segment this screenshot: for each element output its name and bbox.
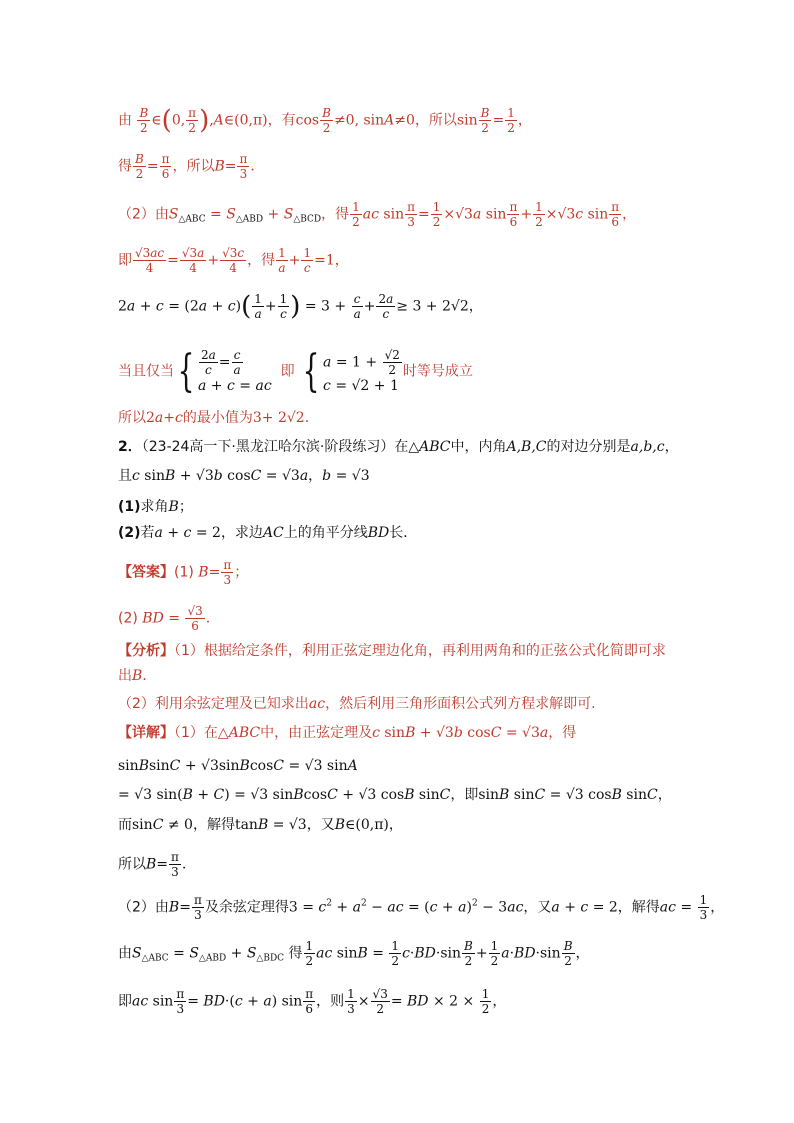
detail-line-7: 由$S_{\triangle ABC} = S_{\triangle ABD} + S_{\triangle BDC}$ 得 $\frac{1}{2}$ ac sinB = $\frac{1}{2}$ c·BD·sin $\frac{B}{2}$ + $\frac{1}{2}$ a·BD·sin $\frac{B}{2}$ ， (118, 939, 590, 968)
detail-line-2: sinBsinC + √3sinBcosC = √3 sinA (118, 758, 358, 774)
solution-line-2: 得 $\frac{B}{2}$ = $\frac{\pi}{6}$ ，所以B= $\frac{\pi}{3}$ . (118, 152, 255, 181)
detail-line-6: （2）由B= $\frac{\pi}{3}$ 及余弦定理得$3 = c^2 + a^2$ − ac = $(c + a)^2 - 3ac$，又a + c = 2，解得ac = $\frac{1}{3}$ ， (118, 893, 725, 922)
solution-line-6: 当且仅当{ $\frac{2a}{c}$ = $\frac{c}{a}$ a + c = ac 即 { a = 1 + $\frac{√2}{2}$ c = √2 + 1 时等号成立 (118, 345, 473, 397)
detail-line-8: 即ac sin $\frac{\pi}{3}$ = BD·(c + a) sin $\frac{\pi}{6}$ ，则 $\frac{1}{3}$ × $\frac{√3}{2}$ = BD × 2 × $\frac{1}{2}$ ， (118, 987, 507, 1016)
problem-2-part-1: (1)求角B； (118, 499, 193, 515)
answer-line-2: (2) BD = $\frac{√3}{6}$ . (118, 604, 211, 633)
analysis-line-1: 【分析】（1）根据给定条件，利用正弦定理边化角，再利用两角和的正弦公式化简即可求 (118, 643, 666, 659)
problem-2-condition: 且c sinB + √3b cosC = √3a，b = √3 (118, 468, 370, 484)
detail-line-5: 所以B= $\frac{\pi}{3}$ . (118, 850, 187, 879)
detail-line-1: 【详解】（1）在△ABC中，由正弦定理及c sinB + √3b cosC = √3a，得 (118, 725, 577, 741)
detail-line-4: 而sinC ≠ 0，解得tanB = √3，又B∈(0,π)， (118, 817, 403, 833)
solution-line-7: 所以2a+c的最小值为3+ 2√2. (118, 410, 310, 426)
analysis-line-3: （2）利用余弦定理及已知求出ac，然后利用三角形面积公式列方程求解即可. (118, 696, 596, 712)
detail-line-3: = √3 sin(B + C) = √3 sinBcosC + √3 cosB sinC，即sinB sinC = √3 cosB sinC， (118, 787, 672, 803)
solution-line-5: 2a + c = (2a + c)( $\frac{1}{a}$ + $\frac{1}{c}$ ) = 3 + $\frac{c}{a}$ + $\frac{2a}{c}$ ≥ 3 + 2√2， (118, 291, 483, 322)
answer-line-1: 【答案】(1) B= $\frac{\pi}{3}$ ； (118, 558, 249, 587)
solution-line-4: 即 $\frac{√3ac}{4}$ = $\frac{√3a}{4}$ + $\frac{√3c}{4}$ ，得 $\frac{1}{a}$ + $\frac{1}{c}$ =1， (118, 246, 349, 275)
solution-line-3: （2）由$S_{\triangle ABC} = S_{\triangle ABD} + S_{\triangle BCD}$，得 $\frac{1}{2}$ ac sin $\frac{\pi}{3}$ = $\frac{1}{2}$ ×√3a sin $\frac{\pi}{6}$ + $\frac{1}{2}$ ×√3c sin $\frac{\pi}{6}$ ， (118, 200, 637, 229)
problem-2-title: 2．（23-24高一下·黑龙江哈尔滨·阶段练习）在△ABC中，内角A,B,C的对边分别是a,b,c， (118, 439, 679, 455)
problem-2-part-2: (2)若a + c = 2，求边AC上的角平分线BD长． (118, 525, 418, 541)
solution-line-1: 由 $\frac{B}{2}$ ∈(0, $\frac{\pi}{2}$ ),A∈(0,π)，有cos $\frac{B}{2}$ ≠0, sinA≠0，所以sin $\frac{B}{2}$ = $\frac{1}{2}$ ， (118, 105, 532, 136)
analysis-line-2: 出B. (118, 668, 147, 684)
